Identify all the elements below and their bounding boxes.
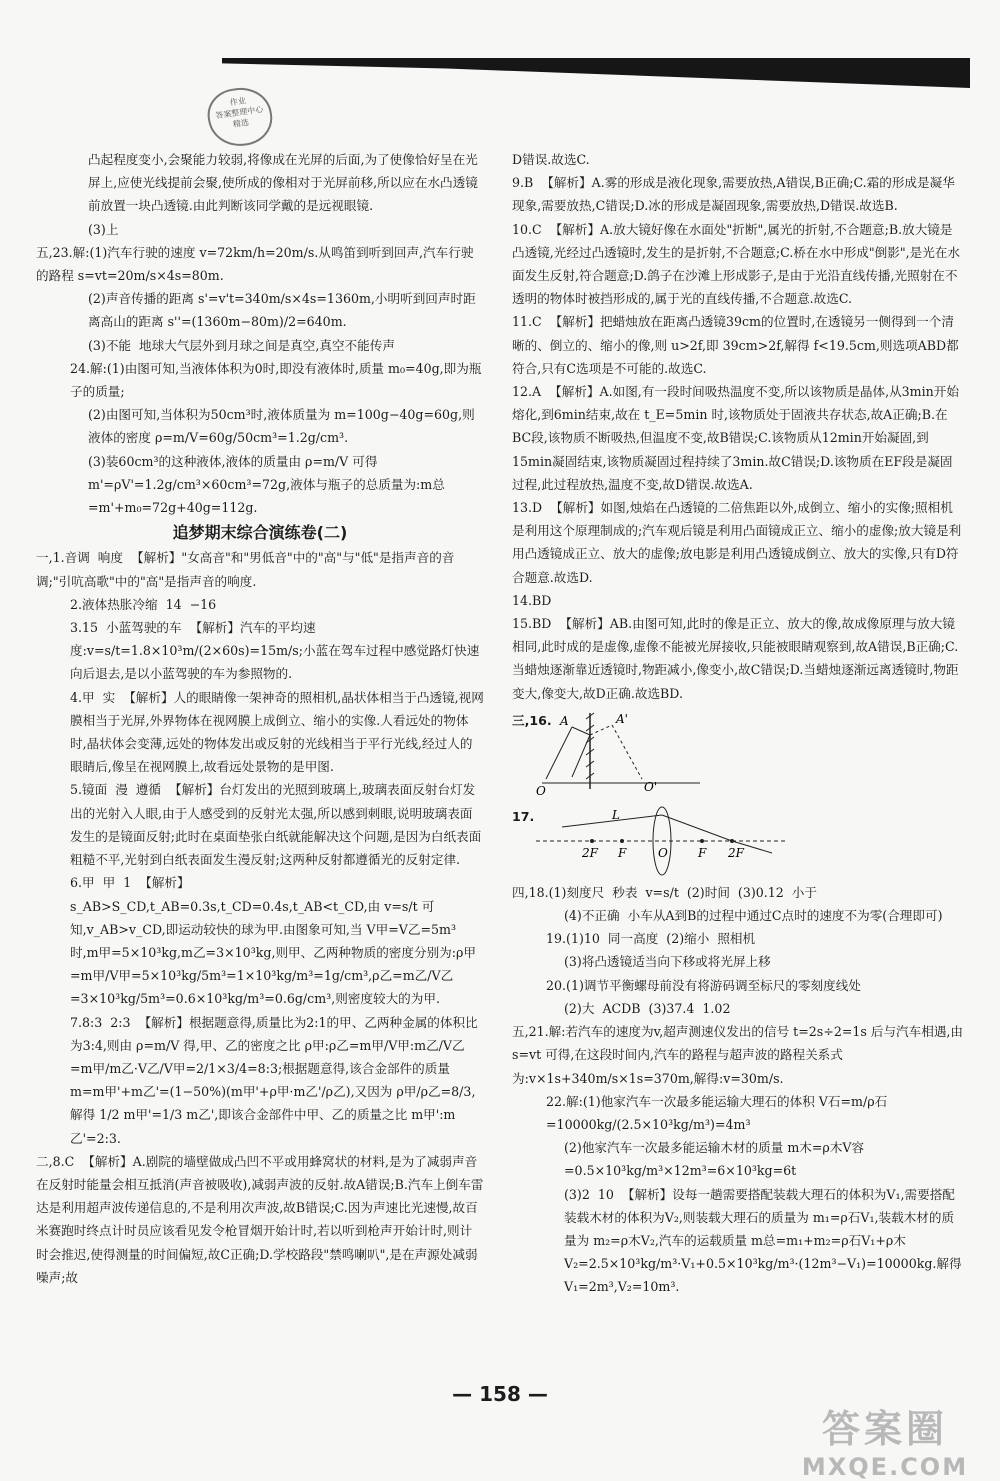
answer-18-b: (4)不正确 小车从A到B的过程中通过C点时的速度不为零(合理即可) [564,908,943,924]
answer-6: 6.甲 甲 1 【解析】s_AB>S_CD,t_AB=0.3s,t_CD=0.4s,t_AB<t_CD,由 v=s/t 可知,v_AB>v_CD,即运动较快的球为甲.由图象可知,当 V甲=V乙=5m³ 时,m甲=5×10³kg,m乙=3×10³kg,则甲、乙两种物质的密度分别为:ρ甲=m甲/V甲=5×10³kg/5m³=1×10³kg/m³=1g/cm³,ρ乙=m乙/V乙=3×10³kg/5m³=0.6×10³kg/m³=0.6g/cm³,则密度较大的为甲. [70,875,476,1007]
answer-13: 13.D 【解析】如图,烛焰在凸透镜的二倍焦距以外,成倒立、缩小的实像;照相机是利用这个原理制成的;汽车观后镜是利用凸面镜成正立、缩小的虚像;放大镜是利用凸透镜成正立、放大的虚像;放电影是利用凸透镜成倒立、放大的实像,只有D符合题意.故选D. [512,500,962,585]
focus-point [620,839,624,843]
answer-2: 2.液体热胀冷缩 14 −16 [70,596,217,612]
focus-point [700,839,704,843]
answer-12: 12.A 【解析】A.如图,有一段时间吸热温度不变,所以该物质是晶体,从3min开始熔化,到6min结束,故在 t_E=5min 时,该物质处于固液共存状态,故A正确;B.在BC段,该物质不断吸热,但温度不变,故B错误;C.该物质从12min开始凝固,到15min凝固结束,该物质凝固过程持续了3min.故C错误;D.该物质在EF段是凝固过程,此过程放热,温度不变,故D错误.故选A. [512,384,959,492]
right-column [512,148,968,1299]
answer-23-b: (2)声音传播的距离 s'=v't=340m/s×4s=1360m,小明听到回声时距离高山的距离 s''=(1360m−80m)/2=640m. [88,291,476,330]
answer-10: 10.C 【解析】A.放大镜好像在水面处"折断",属光的折射,不合题意;B.放大镜是凸透镜,光经过凸透镜时,发生的是折射,不合题意;C.桥在水中形成"倒影",是光在水面发生反射,符合题意;D.鸽子在沙滩上形成影子,是由于光沿直线传播,光照射在不透明的物体时被挡形成的,属于光的直线传播,不合题意.故选C. [512,221,961,307]
answer-22-c: (3)2 10 【解析】设每一趟需要搭配装载大理石的体积为V₁,需要搭配装载木材的体积为V₂,则装载大理石的质量为 m₁=ρ石V₁,装载木材的质量为 m₂=ρ木V₂,汽车的运载质量 m总=m₁+m₂=ρ石V₁+ρ木V₂=2.5×10³kg/m³·V₁+0.5×10³kg/m³·(12m³−V₁)=10000kg.解得 V₁=2m³,V₂=10m³. [564,1186,966,1295]
answer-20: 20.(1)调节平衡螺母前没有将游码调至标尺的零刻度线处 [546,977,861,993]
answer-8-cont: D错误.故选C. [512,152,590,167]
answer-9: 9.B 【解析】A.雾的形成是液化现象,需要放热,A错误,B正确;C.霜的形成是凝华现象,需要放热,C错误;D.冰的形成是凝固现象,需要放热,D错误.故选B. [512,175,955,214]
ray-label: L [612,807,620,822]
site-watermark [790,1398,980,1481]
virtual-image-ray [612,725,642,779]
ray-to-mirror [572,727,590,735]
point-a-label: A [560,713,569,728]
answer-cont-1: 凸起程度变小,会聚能力较弱,将像成在光屏的后面,为了使像恰好呈在光屏上,应使光线提前会聚,使所成的像相对于光屏前移,所以应在水凸透镜前放置一块凸透镜.由此判断该同学戴的是远视眼镜. [88,152,478,214]
diagram-17 [512,805,964,877]
lens-center-label: O [658,845,668,860]
answer-23: 五,23.解:(1)汽车行驶的速度 v=72km/h=20m/s.从鸣笛到听到回声,汽车行驶的路程 s=vt=20m/s×4s=80m. [36,244,474,284]
answer-3: 3.15 小蓝驾驶的车 【解析】汽车的平均速度:v=s/t=1.8×10³m/(2×60s)=15m/s;小蓝在驾车过程中感觉路灯快速向后退去,是以小蓝驾驶的车为参照物的. [70,620,480,682]
point-a-prime-label: A' [616,711,628,726]
answer-7: 7.8:3 2:3 【解析】根据题意得,质量比为2:1的甲、乙两种金属的体积比为3:4,则由 ρ=m/V 得,甲、乙的密度之比 ρ甲:ρ乙=m甲/V甲:m乙/V乙=m甲/m乙·V乙/V甲=2/1×3/4=8:3;根据题意得,该合金部件的质量 m=m甲'+m乙'=(1−50%)(m甲'+ρ甲·m乙'/ρ乙),又因为 ρ甲/ρ乙=8/3,解得 1/2 m甲'=1/3 m乙',即该合金部件中甲、乙的质量之比 m甲':m乙'=2:3. [70,1014,478,1146]
answer-15: 15.BD 【解析】AB.由图可知,此时的像是正立、放大的像,故成像原理与放大镜相同,此时成的是虚像,虚像不能被光屏接收,只能被眼睛观察到,故A错误,B正确;C.当蜡烛逐渐靠近透镜时,物距减小,像变小,故C错误;D.当蜡烛逐渐远离透镜时,物距变大,像变大,故D正确.故选BD. [512,616,959,701]
watermark-logo: 答案圈 [821,1407,948,1451]
answer-14: 14.BD [512,592,552,608]
diagram-16-label: 三,16. [512,712,552,728]
answer-24-b: (2)由图可知,当体积为50cm³时,液体质量为 m=100g−40g=60g,则液体的密度 ρ=m/V=60g/50cm³=1.2g/cm³. [88,407,475,446]
answer-1: 一,1.音调 响度 【解析】"女高音"和"男低音"中的"高"与"低"是指声音的音调;"引吭高歌"中的"高"是指声音的响度. [36,550,455,589]
answer-22: 22.解:(1)他家汽车一次最多能运输大理石的体积 V石=m/ρ石=10000kg/(2.5×10³kg/m³)=4m³ [546,1093,888,1132]
answer-11: 11.C 【解析】把蜡烛放在距离凸透镜39cm的位置时,在透镜另一侧得到一个清晰的、倒立的、缩小的像,则 u>2f,即 39cm>2f,解得 f<19.5cm,则选项ABD都符合,只有C选项是不可能的.故选C. [512,314,959,376]
scan-edge-shadow [222,58,970,88]
seal-stamp: 作业 答案整理中心 精选 [204,84,275,150]
answer-22-b: (2)他家汽车一次最多能运输木材的质量 m木=ρ木V容=0.5×10³kg/m³×12m³=6×10³kg=6t [564,1140,865,1179]
answer-21: 五,21.解:若汽车的速度为v,超声测速仪发出的信号 t=2s÷2=1s 后与汽车相遇,由 s=vt 可得,在这段时间内,汽车的路程与超声波的路程关系式为:v×1s+340m/s×1s=370m,解得:v=30m/s. [512,1024,968,1086]
focus-2f-left: 2F [582,845,598,860]
lens-diagram [532,805,792,877]
focus-f-left: F [618,845,627,860]
ray-incident [546,727,572,779]
answer-8: 二,8.C 【解析】A.剧院的墙壁做成凸凹不平或用蜂窝状的材料,是为了减弱声音在反射时能量会相互抵消(声音被吸收),减弱声波的反射.故A错误;B.汽车上倒车雷达是利用超声波传递信息的,不是利用次声波,故B错误;C.因为声速比光速慢,故百米赛跑时终点计时员应该看见发令枪冒烟开始计时,若以听到枪声开始计时,则计时会推迟,使得测量的时间偏短,故C正确;D.学校路段"禁鸣喇叭",是在声源处减弱噪声;故 [36,1153,484,1285]
answer-4: 4.甲 实 【解析】人的眼睛像一架神奇的照相机,晶状体相当于凸透镜,视网膜相当于光屏,外界物体在视网膜上成倒立、缩小的实像.人看远处的物体时,晶状体会变薄,远处的物体发出或反射的光线相当于平行光线,经过人的眼睛后,像呈在视网膜上,故看远处景物的是甲图. [70,689,484,775]
virtual-ray [590,725,612,735]
answer-18: 四,18.(1)刻度尺 秒表 v=s/t (2)时间 (3)0.12 小于 [512,884,817,900]
answer-5: 5.镜面 漫 遵循 【解析】台灯发出的光照到玻璃上,玻璃表面反射台灯发出的光射入人眼,由于人感受到的反射光太强,所以感到刺眼,说明玻璃表面发生的是镜面反射;此时在桌面垫张白纸就能解决这个问题,是因为白纸表面粗糙不平,光射到白纸表面发生漫反射;这两种反射都遵循光的反射定律. [70,782,482,868]
page-number: — 158 — [452,1382,548,1406]
watermark-url: MXQE.COM [801,1453,969,1481]
diagram-16 [512,709,964,801]
left-column [36,148,484,1289]
ray-reflected [572,735,590,777]
section-title: 追梦期末综合演练卷(二) [172,523,348,543]
answer-24-c: (3)装60cm³的这种液体,液体的质量由 ρ=m/V 可得 m'=ρV'=1.2g/cm³×60cm³=72g,液体与瓶子的总质量为:m总=m'+m₀=72g+40g=112g. [88,453,445,516]
answer-19: 19.(1)10 同一高度 (2)缩小 照相机 [546,931,756,947]
answer-23-c: (3)不能 地球大气层外到月球之间是真空,真空不能传声 [88,337,395,353]
mirror-diagram [532,709,732,801]
point-o-label: O [536,783,546,798]
answer-24: 24.解:(1)由图可知,当液体体积为0时,即没有液体时,质量 m₀=40g,即为瓶子的质量; [70,360,482,400]
answer-19-b: (3)将凸透镜适当向下移或将光屏上移 [564,954,771,970]
answer-cont-2: (3)上 [88,221,119,237]
answer-20-b: (2)大 ACDB (3)37.4 1.02 [564,1000,731,1016]
ray-out [662,815,732,841]
point-o-prime-label: O' [644,779,658,794]
focus-point [590,839,594,843]
diagram-17-label: 17. [512,808,535,824]
focus-point [730,839,734,843]
focus-f-right: F [698,845,707,860]
focus-2f-right: 2F [728,845,744,860]
